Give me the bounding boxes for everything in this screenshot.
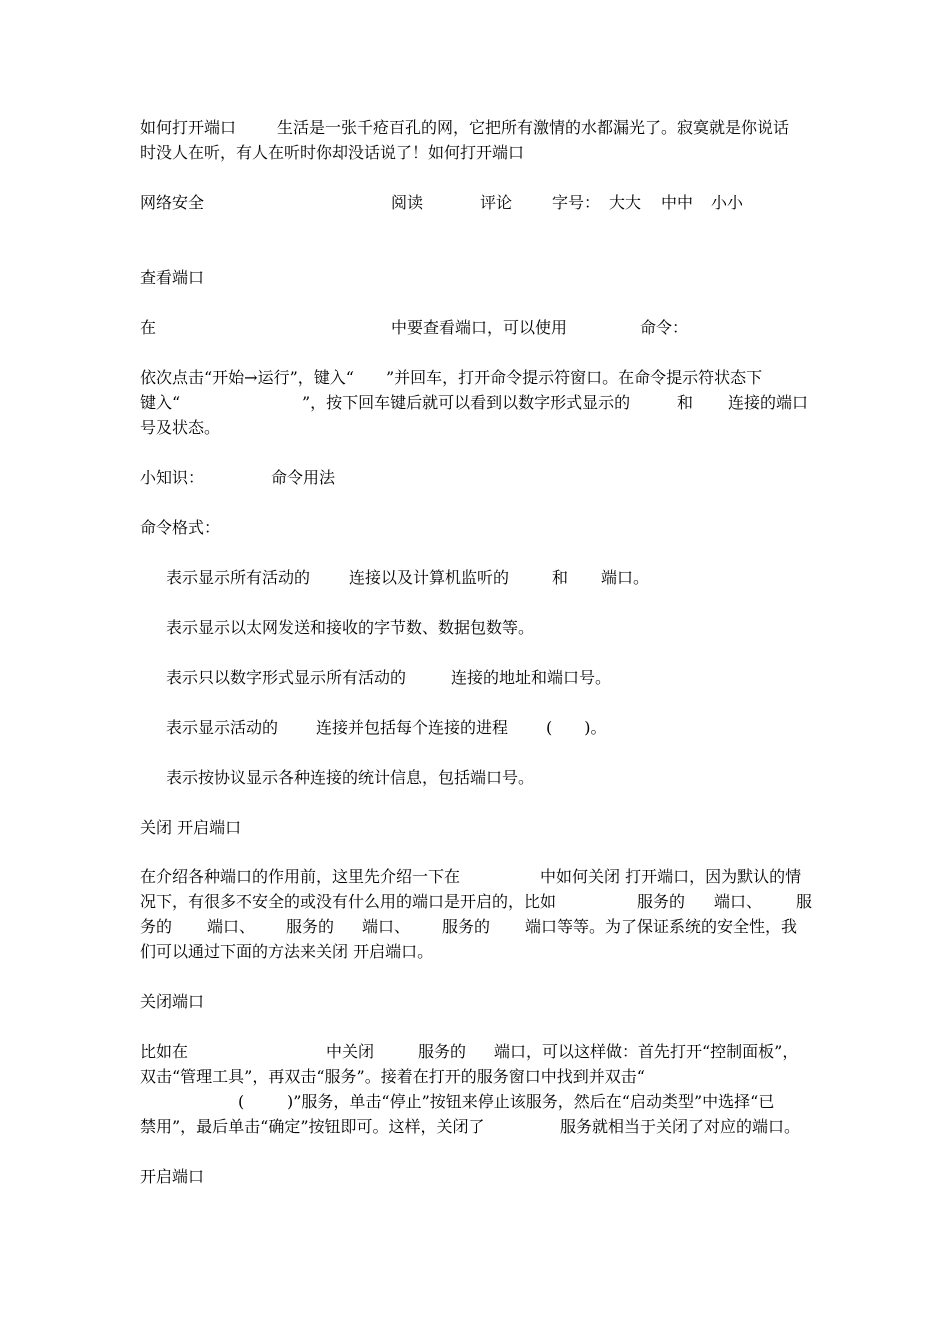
view-ports-p2-line-1: 依次点击“开始→运行”，键入“ ”并回车，打开命令提示符窗口。在命令提示符状态下	[140, 368, 763, 387]
close-open-l3-f: 端口等等。为了保证系统的安全性，我	[525, 917, 798, 936]
close-ports-l1-c: 服务的	[418, 1042, 467, 1061]
option-3-a: 表示只以数字形式显示所有活动的	[166, 668, 407, 687]
view-ports-p2-l2-c: 和	[677, 393, 694, 412]
heading-view-ports: 查看端口	[140, 268, 205, 287]
close-open-l1-b: 中如何关闭 打开端口，因为默认的情	[540, 867, 802, 886]
close-open-l3-b: 端口、	[207, 917, 256, 936]
view-ports-p2-l2-d: 连接的端口	[728, 393, 809, 412]
option-item: 表示按协议显示各种连接的统计信息，包括端口号。	[166, 768, 535, 787]
read-link[interactable]: 阅读	[391, 193, 424, 212]
option-1-b: 连接以及计算机监听的	[349, 568, 510, 587]
close-ports-line-2: 双击“管理工具”，再双击“服务”。接着在打开的服务窗口中找到并双击“	[140, 1067, 645, 1086]
close-open-l3-d: 端口、	[362, 917, 411, 936]
view-ports-p2-line-3: 号及状态。	[140, 418, 221, 437]
view-ports-p1-b: 中要查看端口，可以使用	[391, 318, 568, 337]
close-ports-l3-a: (	[238, 1092, 245, 1111]
category-label: 网络安全	[140, 193, 205, 212]
comment-link[interactable]: 评论	[480, 193, 513, 212]
close-open-l2-a: 况下，有很多不安全的或没有什么用的端口是开启的，比如	[140, 892, 557, 911]
close-open-l3-c: 服务的	[286, 917, 335, 936]
font-size-label: 字号：	[552, 193, 601, 212]
close-open-l3-e: 服务的	[442, 917, 491, 936]
close-open-l3-a: 务的	[140, 917, 173, 936]
font-size-medium-link[interactable]: 中中	[661, 193, 694, 212]
command-format-label: 命令格式：	[140, 518, 221, 537]
heading-close-open-ports: 关闭 开启端口	[140, 818, 242, 837]
option-item: 表示显示以太网发送和接收的字节数、数据包数等。	[166, 618, 535, 637]
intro-quote: 生活是一张千疮百孔的网，它把所有激情的水都漏光了。寂寞就是你说话	[277, 118, 790, 137]
close-open-l2-d: 服	[796, 892, 813, 911]
close-ports-l1-a: 比如在	[140, 1042, 189, 1061]
view-ports-p2-l2-a: 键入“	[140, 393, 181, 412]
view-ports-p2-l2-b: ”，按下回车键后就可以看到以数字形式显示的	[302, 393, 631, 412]
font-size-small-link[interactable]: 小小	[711, 193, 744, 212]
close-ports-l1-d: 端口，可以这样做：首先打开“控制面板”，	[494, 1042, 799, 1061]
close-open-p1-line-4: 们可以通过下面的方法来关闭 开启端口。	[140, 942, 434, 961]
option-4-c: ( )。	[546, 718, 607, 737]
tips-label: 小知识：	[140, 468, 205, 487]
option-1-d: 端口。	[601, 568, 650, 587]
doc-title: 如何打开端口	[140, 118, 237, 137]
close-ports-l3-b: )”服务，单击“停止”按钮来停止该服务，然后在“启动类型”中选择“已	[287, 1092, 775, 1111]
close-open-l2-b: 服务的	[637, 892, 686, 911]
heading-open-ports: 开启端口	[140, 1167, 205, 1186]
close-ports-l4-a: 禁用”，最后单击“确定”按钮即可。这样，关闭了	[140, 1117, 485, 1136]
font-size-large-link[interactable]: 大大	[609, 193, 642, 212]
option-4-b: 连接并包括每个连接的进程	[316, 718, 509, 737]
view-ports-p1-a: 在	[140, 318, 157, 337]
close-open-l1-a: 在介绍各种端口的作用前，这里先介绍一下在	[140, 867, 461, 886]
intro-line-2: 时没人在听，有人在听时你却没话说了！如何打开端口	[140, 143, 525, 162]
option-1-c: 和	[552, 568, 569, 587]
close-open-l2-c: 端口、	[714, 892, 763, 911]
option-4-a: 表示显示活动的	[166, 718, 279, 737]
option-1-a: 表示显示所有活动的	[166, 568, 311, 587]
option-3-b: 连接的地址和端口号。	[451, 668, 612, 687]
heading-close-ports: 关闭端口	[140, 992, 205, 1011]
close-ports-l1-b: 中关闭	[326, 1042, 375, 1061]
close-ports-l4-b: 服务就相当于关闭了对应的端口。	[560, 1117, 801, 1136]
tips-usage: 命令用法	[271, 468, 336, 487]
view-ports-p1-c: 命令：	[640, 318, 689, 337]
